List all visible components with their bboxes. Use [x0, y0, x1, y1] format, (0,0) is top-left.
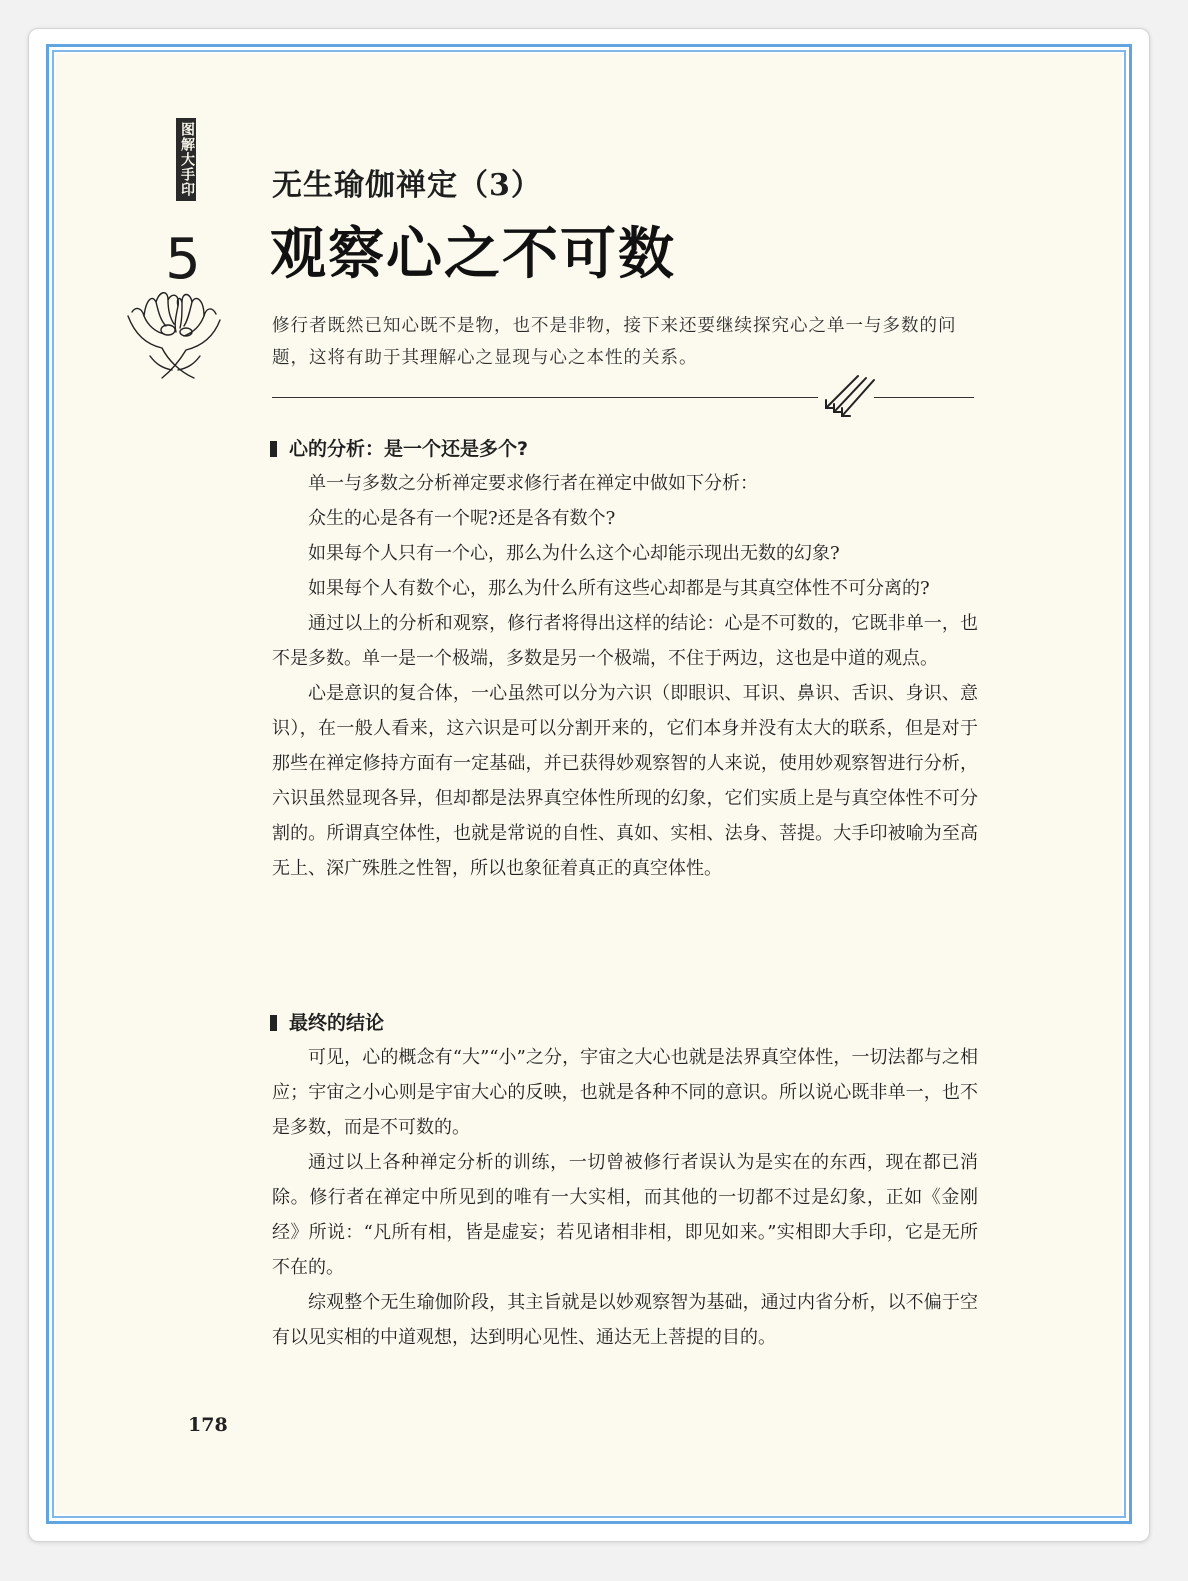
section-body	[272, 466, 978, 886]
page-title: 观察心之不可数	[270, 221, 676, 287]
body-paragraph: 通过以上的分析和观察，修行者将得出这样的结论：心是不可数的，它既非单一，也不是多数。单一是一个极端，多数是另一个极端，不住于两边，这也是中道的观点。	[272, 613, 978, 669]
heading-bar-icon	[270, 1015, 277, 1031]
section-body	[272, 1040, 978, 1355]
divider-right	[874, 397, 974, 398]
section-heading	[270, 1008, 384, 1035]
hands-mudra-illustration	[122, 286, 226, 382]
heading-bar-icon	[270, 441, 277, 457]
body-paragraph: 综观整个无生瑜伽阶段，其主旨就是以妙观察智为基础，通过内省分析，以不偏于空有以见实相的中道观想，达到明心见性、通达无上菩提的目的。	[272, 1292, 978, 1348]
arrows-ornament-icon	[818, 372, 878, 420]
body-paragraph: 如果每个人有数个心，那么为什么所有这些心却都是与其真空体性不可分离的?	[308, 578, 930, 599]
series-tag: 图解大手印	[176, 118, 196, 201]
page-number: 178	[188, 1414, 228, 1436]
body-paragraph: 通过以上各种禅定分析的训练，一切曾被修行者误认为是实在的东西，现在都已消除。修行者在禅定中所见到的唯有一大实相，而其他的一切都不过是幻象，正如《金刚经》所说：“凡所有相，皆是虚妄；若见诸相非相，即见如来。”实相即大手印，它是无所不在的。	[272, 1152, 978, 1278]
body-paragraph: 可见，心的概念有“大”“小”之分，宇宙之大心也就是法界真空体性，一切法都与之相应；宇宙之小心则是宇宙大心的反映，也就是各种不同的意识。所以说心既非单一，也不是多数，而是不可数的。	[272, 1047, 978, 1138]
section-heading-text: 心的分析：是一个还是多个?	[289, 438, 529, 460]
chapter-number: 5	[165, 227, 201, 292]
body-paragraph: 单一与多数之分析禅定要求修行者在禅定中做如下分析：	[308, 473, 758, 494]
chapter-subtitle: 无生瑜伽禅定（3）	[272, 168, 542, 203]
body-paragraph: 如果每个人只有一个心，那么为什么这个心却能示现出无数的幻象?	[308, 543, 840, 564]
section-heading	[270, 434, 528, 461]
intro-paragraph: 修行者既然已知心既不是物，也不是非物，接下来还要继续探究心之单一与多数的问题，这将有助于其理解心之显现与心之本性的关系。	[272, 316, 957, 368]
divider-left	[272, 397, 818, 398]
body-paragraph: 众生的心是各有一个呢?还是各有数个?	[308, 508, 616, 529]
body-paragraph: 心是意识的复合体，一心虽然可以分为六识（即眼识、耳识、鼻识、舌识、身识、意识），在一般人看来，这六识是可以分割开来的，它们本身并没有太大的联系，但是对于那些在禅定修持方面有一定基础，并已获得妙观察智的人来说，使用妙观察智进行分析，六识虽然显现各异，但却都是法界真空体性所现的幻象，它们实质上是与真空体性不可分割的。所谓真空体性，也就是常说的自性、真如、实相、法身、菩提。大手印被喻为至高无上、深广殊胜之性智，所以也象征着真正的真空体性。	[272, 683, 978, 879]
section-heading-text: 最终的结论	[289, 1012, 385, 1034]
